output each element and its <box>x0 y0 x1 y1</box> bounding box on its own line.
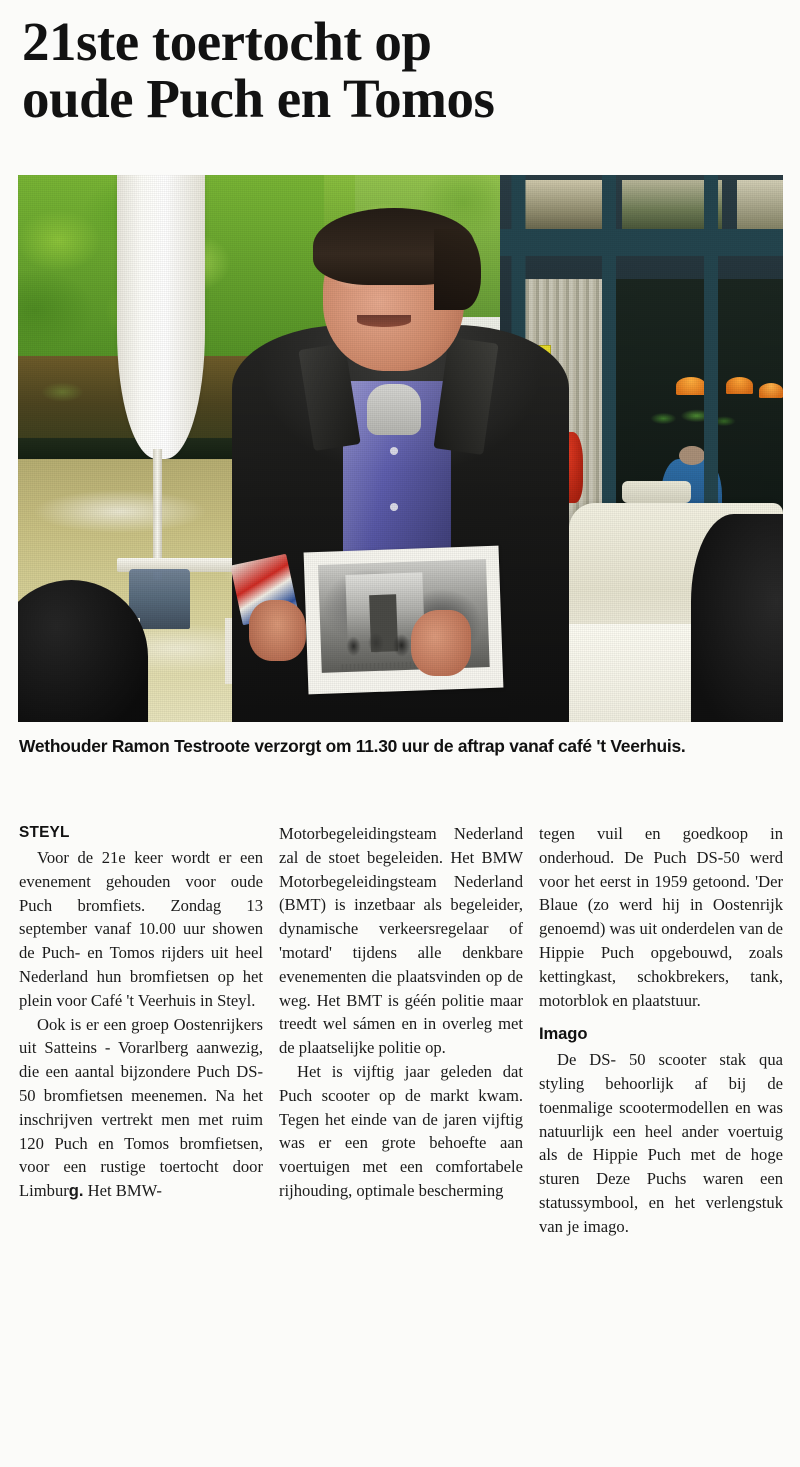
paragraph: Voor de 21e keer wordt er een evenement gehouden voor oude Puch bromfiets. Zondag 13 september vanaf 10.00 uur showen de Puch- en Tomos rijders uit heel Nederland hun bromfietsen op het plein voor Café 't Veerhuis in Steyl. <box>19 848 263 1010</box>
article-column-2 <box>279 822 523 1462</box>
photo-subject-undershirt <box>367 384 421 435</box>
photo-closed-parasol <box>117 175 205 459</box>
page-title <box>22 11 742 129</box>
photo-subject-hand-right <box>411 610 472 676</box>
article-subheading: Imago <box>539 1024 588 1044</box>
photo-figure-right-edge <box>691 514 783 722</box>
headline-line-2: oude Puch en Tomos <box>22 67 495 129</box>
photo-chair-leg-right <box>225 618 233 684</box>
paragraph: Motorbegeleidingsteam Nederland zal de stoet begeleiden. Het BMW Motorbegeleidingsteam Nederland (BMT) is inzetbaar als begeleider, dynamische verkeersregelaar of 'motard' tijdens alle denkbare evenementen die plaatsvinden op de weg. Het BMT is géén politie maar treedt wel sámen en in overleg met de plaatselijke politie op. <box>279 824 523 1058</box>
photo-caption: Wethouder Ramon Testroote verzorgt om 11.30 uur de aftrap vanaf café 't Veerhuis. <box>19 736 686 756</box>
photo-subject-hair-side <box>434 229 481 310</box>
photo-subject-person <box>232 213 569 722</box>
article-dateline: STEYL <box>19 824 70 841</box>
paragraph-tail: Het BMW- <box>83 1181 162 1201</box>
photo-foreground-chair-arm <box>622 481 691 503</box>
article-column-3 <box>539 822 783 1462</box>
article-body <box>19 822 783 1462</box>
photo-framed-picture <box>304 546 504 695</box>
paragraph: tegen vuil en goedkoop in onderhoud. De Puch DS-50 werd voor het eerst in 1959 getoond. 'Der Blaue (zo werd hij in Oostenrijk genoemd) was uit onderdelen van de Hippie Puch opgebouwd, zoals kettingkast, schokbrekers, tank, motorblok en plaatstuur. <box>539 824 783 1010</box>
paragraph: Het is vijftig jaar geleden dat Puch scooter op de markt kwam. Tegen het einde van de jaren vijftig was er een grote behoefte aan voertuigen met een comfortabele rijhouding, optimale bescherming <box>279 1061 523 1200</box>
paragraph-bold-artifact: g. <box>68 1181 84 1201</box>
headline-line-1: 21ste toertocht op <box>22 11 432 72</box>
paragraph: De DS- 50 scooter stak qua styling behoorlijk af bij de toenmalige scootermodellen en was natuurlijk een heel ander voertuig als de Hippie Puch met de hoge sturen Deze Puchs waren een statussymbool, en het verlengstuk van je imago. <box>539 1050 783 1236</box>
article-photo <box>18 175 783 722</box>
article-column-1 <box>19 822 263 1462</box>
paragraph-text: Ook is er een groep Oostenrijkers uit Satteins - Vorarlberg aanwezig, die een aantal bijzondere Puch DS-50 bromfietsen meenemen. Na het inschrijven vertrekt men met ruim 120 Puch en Tomos bromfietsen, voor een rustige toertocht door Limbur <box>19 1014 263 1201</box>
paragraph <box>19 1013 263 1203</box>
photo-subject-hand-left <box>249 600 306 661</box>
